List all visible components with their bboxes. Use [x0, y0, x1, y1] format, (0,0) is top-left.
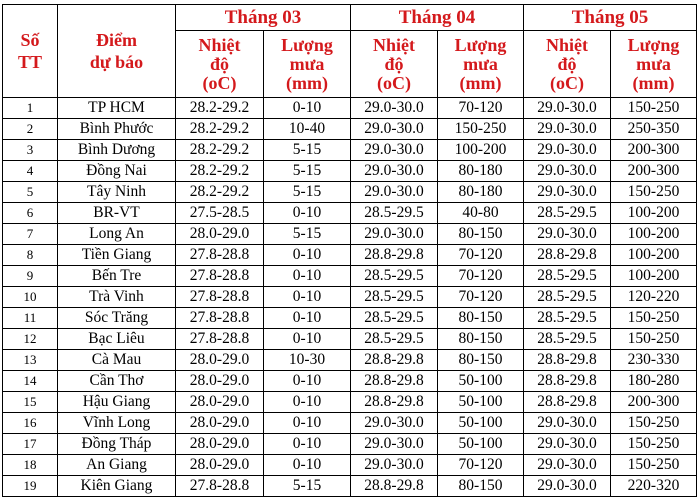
month-header-04: Tháng 04: [351, 5, 524, 31]
rainfall-cell: 70-120: [438, 98, 524, 119]
table-header: [3, 5, 697, 98]
temperature-cell: 29.0-30.0: [351, 119, 438, 140]
location-name: Bình Dương: [58, 140, 176, 161]
row-index: 9: [3, 266, 58, 287]
temperature-cell: 27.5-28.5: [176, 203, 264, 224]
table-row: [3, 119, 697, 140]
table-row: [3, 476, 697, 497]
rainfall-cell: 70-120: [438, 287, 524, 308]
rainfall-cell: 100-200: [611, 245, 697, 266]
location-header: Điểm dự báo: [58, 5, 176, 98]
table-row: [3, 308, 697, 329]
location-name: Bạc Liêu: [58, 329, 176, 350]
row-index: 18: [3, 455, 58, 476]
temperature-cell: 29.0-30.0: [524, 224, 611, 245]
location-name: Trà Vinh: [58, 287, 176, 308]
row-index: 1: [3, 98, 58, 119]
month-header-05: Tháng 05: [524, 5, 697, 31]
temperature-header: Nhiệt độ (oC): [176, 31, 264, 98]
temperature-cell: 29.0-30.0: [351, 140, 438, 161]
location-name: Sóc Trăng: [58, 308, 176, 329]
location-name: Vĩnh Long: [58, 413, 176, 434]
temperature-cell: 29.0-30.0: [524, 182, 611, 203]
rainfall-cell: 200-300: [611, 161, 697, 182]
rainfall-cell: 50-100: [438, 434, 524, 455]
row-index: 8: [3, 245, 58, 266]
rainfall-cell: 80-150: [438, 308, 524, 329]
rainfall-cell: 50-100: [438, 392, 524, 413]
rainfall-cell: 120-220: [611, 287, 697, 308]
temperature-cell: 29.0-30.0: [351, 224, 438, 245]
rainfall-header: Lượng mưa (mm): [264, 31, 351, 98]
rainfall-cell: 200-300: [611, 392, 697, 413]
temperature-cell: 28.8-29.8: [524, 371, 611, 392]
temperature-cell: 28.0-29.0: [176, 224, 264, 245]
rainfall-cell: 100-200: [438, 140, 524, 161]
table-row: [3, 287, 697, 308]
temperature-cell: 28.5-29.5: [351, 329, 438, 350]
rainfall-cell: 150-250: [611, 413, 697, 434]
temperature-cell: 28.2-29.2: [176, 182, 264, 203]
rainfall-cell: 0-10: [264, 434, 351, 455]
location-name: TP HCM: [58, 98, 176, 119]
temperature-cell: 27.8-28.8: [176, 476, 264, 497]
row-index: 3: [3, 140, 58, 161]
table-row: [3, 245, 697, 266]
table-row: [3, 329, 697, 350]
temperature-cell: 29.0-30.0: [524, 161, 611, 182]
location-name: Hậu Giang: [58, 392, 176, 413]
temperature-cell: 28.8-29.8: [351, 350, 438, 371]
rainfall-cell: 0-10: [264, 245, 351, 266]
temperature-cell: 28.5-29.5: [524, 203, 611, 224]
table-row: [3, 266, 697, 287]
table-row: [3, 140, 697, 161]
rainfall-cell: 80-150: [438, 224, 524, 245]
rainfall-cell: 50-100: [438, 371, 524, 392]
temperature-cell: 28.8-29.8: [524, 350, 611, 371]
rainfall-cell: 150-250: [611, 434, 697, 455]
rainfall-cell: 150-250: [611, 455, 697, 476]
row-index: 2: [3, 119, 58, 140]
rainfall-cell: 5-15: [264, 476, 351, 497]
rainfall-cell: 100-200: [611, 266, 697, 287]
rainfall-cell: 80-180: [438, 161, 524, 182]
rainfall-cell: 150-250: [438, 119, 524, 140]
row-index: 12: [3, 329, 58, 350]
temperature-cell: 28.5-29.5: [524, 287, 611, 308]
temperature-cell: 28.8-29.8: [351, 476, 438, 497]
rainfall-cell: 100-200: [611, 203, 697, 224]
temperature-cell: 29.0-30.0: [524, 476, 611, 497]
temperature-header: Nhiệt độ (oC): [351, 31, 438, 98]
row-index: 15: [3, 392, 58, 413]
temperature-cell: 28.0-29.0: [176, 434, 264, 455]
rainfall-cell: 5-15: [264, 224, 351, 245]
rainfall-cell: 0-10: [264, 413, 351, 434]
rainfall-cell: 0-10: [264, 203, 351, 224]
rainfall-cell: 0-10: [264, 329, 351, 350]
temperature-cell: 29.0-30.0: [351, 413, 438, 434]
temperature-cell: 28.0-29.0: [176, 413, 264, 434]
location-name: Tây Ninh: [58, 182, 176, 203]
row-index: 6: [3, 203, 58, 224]
table-row: [3, 392, 697, 413]
temperature-cell: 28.5-29.5: [524, 266, 611, 287]
rainfall-cell: 0-10: [264, 287, 351, 308]
table-row: [3, 182, 697, 203]
temperature-cell: 28.8-29.8: [524, 245, 611, 266]
table-body: [3, 98, 697, 497]
temperature-cell: 28.8-29.8: [351, 392, 438, 413]
temperature-cell: 29.0-30.0: [524, 413, 611, 434]
temperature-cell: 28.0-29.0: [176, 371, 264, 392]
rainfall-cell: 180-280: [611, 371, 697, 392]
rainfall-cell: 40-80: [438, 203, 524, 224]
location-name: Tiền Giang: [58, 245, 176, 266]
temperature-cell: 29.0-30.0: [351, 434, 438, 455]
table-row: [3, 98, 697, 119]
row-index: 10: [3, 287, 58, 308]
temperature-cell: 28.5-29.5: [351, 308, 438, 329]
rainfall-cell: 150-250: [611, 98, 697, 119]
rainfall-cell: 80-150: [438, 476, 524, 497]
temperature-cell: 28.2-29.2: [176, 161, 264, 182]
temperature-cell: 28.2-29.2: [176, 140, 264, 161]
table-row: [3, 371, 697, 392]
table-row: [3, 203, 697, 224]
temperature-cell: 27.8-28.8: [176, 266, 264, 287]
temperature-cell: 29.0-30.0: [351, 182, 438, 203]
temperature-cell: 28.0-29.0: [176, 350, 264, 371]
table-row: [3, 350, 697, 371]
rainfall-cell: 80-150: [438, 350, 524, 371]
temperature-cell: 29.0-30.0: [351, 98, 438, 119]
table-row: [3, 413, 697, 434]
rainfall-cell: 150-250: [611, 308, 697, 329]
temperature-cell: 27.8-28.8: [176, 329, 264, 350]
temperature-cell: 29.0-30.0: [351, 455, 438, 476]
temperature-cell: 27.8-28.8: [176, 308, 264, 329]
rainfall-cell: 150-250: [611, 182, 697, 203]
rainfall-cell: 220-320: [611, 476, 697, 497]
location-name: Cần Thơ: [58, 371, 176, 392]
temperature-cell: 28.5-29.5: [524, 329, 611, 350]
rainfall-cell: 100-200: [611, 224, 697, 245]
location-name: Kiên Giang: [58, 476, 176, 497]
temperature-cell: 28.2-29.2: [176, 98, 264, 119]
row-index: 19: [3, 476, 58, 497]
rainfall-cell: 0-10: [264, 455, 351, 476]
table-row: [3, 161, 697, 182]
row-index: 11: [3, 308, 58, 329]
rainfall-cell: 5-15: [264, 161, 351, 182]
temperature-cell: 28.2-29.2: [176, 119, 264, 140]
rainfall-cell: 10-40: [264, 119, 351, 140]
rainfall-cell: 50-100: [438, 413, 524, 434]
row-index: 7: [3, 224, 58, 245]
rainfall-cell: 10-30: [264, 350, 351, 371]
row-index: 14: [3, 371, 58, 392]
temperature-cell: 28.5-29.5: [524, 308, 611, 329]
temperature-cell: 29.0-30.0: [524, 434, 611, 455]
location-name: Long An: [58, 224, 176, 245]
temperature-cell: 29.0-30.0: [524, 119, 611, 140]
row-index: 5: [3, 182, 58, 203]
row-index: 17: [3, 434, 58, 455]
rainfall-cell: 0-10: [264, 98, 351, 119]
location-name: Đồng Nai: [58, 161, 176, 182]
location-name: BR-VT: [58, 203, 176, 224]
temperature-header: Nhiệt độ (oC): [524, 31, 611, 98]
row-index: 4: [3, 161, 58, 182]
temperature-cell: 28.5-29.5: [351, 287, 438, 308]
location-name: Cà Mau: [58, 350, 176, 371]
temperature-cell: 27.8-28.8: [176, 287, 264, 308]
rainfall-cell: 0-10: [264, 266, 351, 287]
temperature-cell: 28.8-29.8: [351, 371, 438, 392]
table-row: [3, 455, 697, 476]
location-name: An Giang: [58, 455, 176, 476]
temperature-cell: 28.0-29.0: [176, 455, 264, 476]
rainfall-cell: 80-180: [438, 182, 524, 203]
rainfall-cell: 200-300: [611, 140, 697, 161]
rainfall-cell: 0-10: [264, 392, 351, 413]
temperature-cell: 29.0-30.0: [351, 161, 438, 182]
rainfall-cell: 250-350: [611, 119, 697, 140]
month-header-03: Tháng 03: [176, 5, 351, 31]
table-row: [3, 224, 697, 245]
temperature-cell: 28.0-29.0: [176, 392, 264, 413]
rainfall-cell: 70-120: [438, 245, 524, 266]
temperature-cell: 29.0-30.0: [524, 140, 611, 161]
row-index: 13: [3, 350, 58, 371]
rainfall-header: Lượng mưa (mm): [611, 31, 697, 98]
rainfall-cell: 5-15: [264, 182, 351, 203]
table-row: [3, 434, 697, 455]
location-name: Bình Phước: [58, 119, 176, 140]
temperature-cell: 28.5-29.5: [351, 203, 438, 224]
location-name: Bến Tre: [58, 266, 176, 287]
rainfall-header: Lượng mưa (mm): [438, 31, 524, 98]
rainfall-cell: 0-10: [264, 371, 351, 392]
rainfall-cell: 230-330: [611, 350, 697, 371]
rainfall-cell: 70-120: [438, 455, 524, 476]
temperature-cell: 28.5-29.5: [351, 266, 438, 287]
temperature-cell: 28.8-29.8: [524, 392, 611, 413]
rainfall-cell: 5-15: [264, 140, 351, 161]
temperature-cell: 27.8-28.8: [176, 245, 264, 266]
rainfall-cell: 150-250: [611, 329, 697, 350]
rainfall-cell: 80-150: [438, 329, 524, 350]
location-name: Đồng Tháp: [58, 434, 176, 455]
temperature-cell: 29.0-30.0: [524, 455, 611, 476]
rainfall-cell: 0-10: [264, 308, 351, 329]
stt-header: Số TT: [3, 5, 58, 98]
temperature-cell: 28.8-29.8: [351, 245, 438, 266]
row-index: 16: [3, 413, 58, 434]
rainfall-cell: 70-120: [438, 266, 524, 287]
temperature-cell: 29.0-30.0: [524, 98, 611, 119]
forecast-table: [2, 4, 697, 497]
